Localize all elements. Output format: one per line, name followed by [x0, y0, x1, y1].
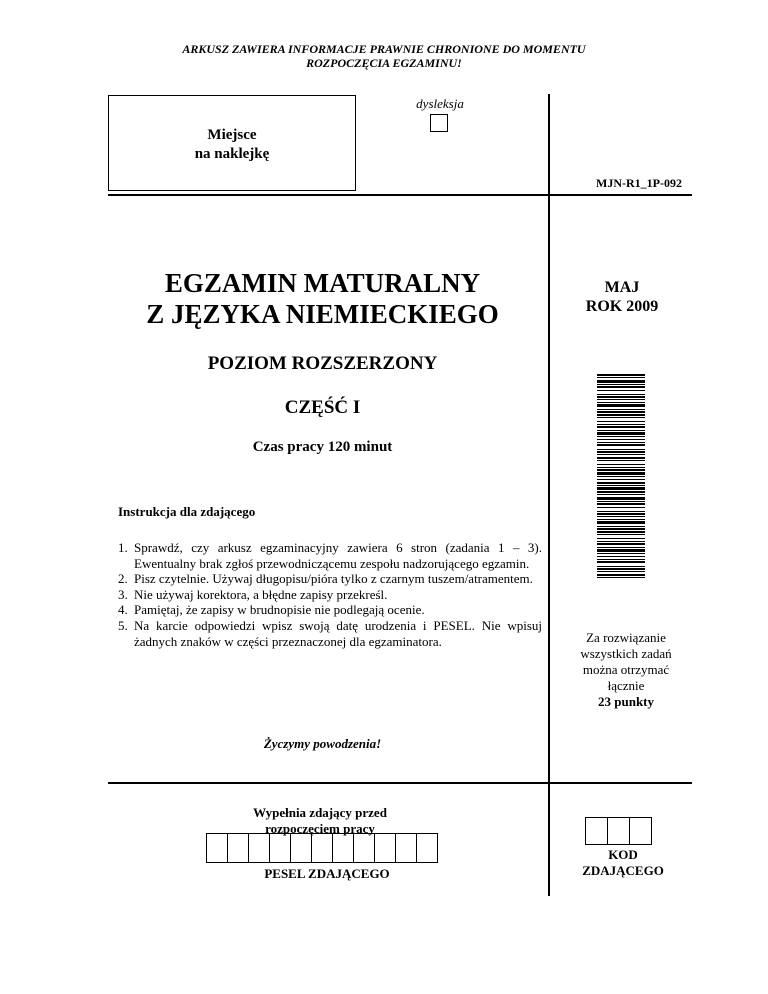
barcode-bar — [597, 394, 645, 395]
barcode-bar — [597, 577, 645, 578]
pesel-digit-box[interactable] — [227, 833, 249, 863]
exam-level: POZIOM ROZSZERZONY — [207, 353, 438, 374]
kod-digit-box[interactable] — [585, 817, 608, 845]
barcode-bar — [597, 414, 645, 416]
kod-digit-box[interactable] — [629, 817, 652, 845]
dyslexia-label: dysleksja — [416, 96, 464, 111]
barcode-bar — [597, 534, 645, 535]
sticker-label-line-1: Miejsce — [207, 127, 257, 143]
instruction-text: Pisz czytelnie. Używaj długopisu/pióra tylko z czarnym tuszem/atramentem. — [134, 571, 533, 587]
barcode-bar — [597, 384, 645, 385]
pesel-digit-box[interactable] — [374, 833, 396, 863]
barcode-bar — [597, 479, 645, 480]
exam-title-line-1: EGZAMIN MATURALNY — [164, 268, 481, 298]
barcode-bar — [597, 494, 645, 495]
fill-note-line-2: rozpoczęciem pracy — [265, 821, 375, 836]
barcode — [597, 374, 645, 579]
barcode-bar — [597, 464, 645, 465]
barcode-bar — [597, 526, 645, 527]
barcode-bar — [597, 457, 645, 459]
barcode-bar — [597, 519, 645, 520]
barcode-bar — [597, 553, 645, 554]
good-luck-message: Życzymy powodzenia! — [263, 736, 382, 751]
instruction-item: 5. Na karcie odpowiedzi wpisz swoją datę urodzenia i PESEL. Nie wpisuj żadnych znaków w części przeznaczonej dla egzaminatora. — [118, 617, 542, 649]
barcode-bar — [597, 436, 645, 437]
sticker-label — [108, 126, 356, 164]
barcode-bar — [597, 566, 645, 567]
pesel-digit-box[interactable] — [395, 833, 417, 863]
barcode-bar — [597, 439, 645, 440]
instruction-item: 2. Pisz czytelnie. Używaj długopisu/pióra tylko z czarnym tuszem/atramentem. — [118, 571, 533, 587]
instruction-text: Nie używaj korektora, a błędne zapisy przekreśl. — [134, 586, 388, 602]
barcode-bar — [597, 390, 645, 391]
barcode-bar — [597, 476, 645, 477]
barcode-bar — [597, 503, 645, 505]
barcode-bar — [597, 377, 645, 378]
barcode-bar — [597, 501, 645, 502]
instruction-item: 3. Nie używaj korektora, a błędne zapisy przekreśl. — [118, 586, 388, 602]
exam-duration: Czas pracy 120 minut — [252, 439, 393, 455]
exam-code: MJN-R1_1P-092 — [596, 176, 682, 190]
pesel-digit-box[interactable] — [290, 833, 312, 863]
dyslexia-checkbox[interactable] — [430, 114, 448, 132]
points-line-4: łącznie — [607, 678, 645, 693]
points-total: 23 punkty — [598, 694, 654, 709]
barcode-bar — [597, 472, 645, 475]
pesel-digit-box[interactable] — [269, 833, 291, 863]
session-month: MAJ — [604, 279, 640, 296]
barcode-bar — [597, 528, 645, 530]
barcode-bar — [597, 559, 645, 560]
barcode-bar — [597, 421, 645, 422]
barcode-bar — [597, 491, 645, 493]
barcode-bar — [597, 497, 645, 500]
points-info — [556, 630, 696, 710]
barcode-bar — [597, 469, 645, 471]
barcode-bar — [597, 511, 645, 512]
barcode-bar — [597, 507, 645, 508]
kod-label-line-2: ZDAJĄCEGO — [582, 863, 664, 878]
barcode-bar — [597, 467, 645, 468]
barcode-bar — [597, 386, 645, 388]
barcode-bar — [597, 549, 645, 552]
barcode-bar — [597, 513, 645, 515]
instruction-text: Sprawdź, czy arkusz egzaminacyjny zawiera 6 stron (zadania 1 – 3). Ewentualny brak zgłoś przewodniczącemu zespołu nadzorującego egzamin. — [134, 540, 542, 571]
points-line-2: wszystkich zadań — [580, 646, 672, 661]
pesel-label: PESEL ZDAJĄCEGO — [264, 866, 390, 881]
fill-note-line-1: Wypełnia zdający przed — [253, 805, 387, 820]
barcode-bar — [597, 487, 645, 490]
barcode-bar — [597, 547, 645, 548]
kod-label — [560, 847, 686, 879]
pesel-input-boxes[interactable] — [207, 833, 438, 863]
barcode-bar — [597, 451, 645, 453]
horizontal-rule-top — [108, 194, 692, 196]
pesel-digit-box[interactable] — [206, 833, 228, 863]
barcode-bar — [597, 460, 645, 461]
barcode-bar — [597, 380, 645, 383]
session-year: ROK 2009 — [585, 298, 659, 315]
pesel-digit-box[interactable] — [332, 833, 354, 863]
barcode-bar — [597, 538, 645, 539]
barcode-bar — [597, 521, 645, 524]
vertical-divider-top — [548, 94, 550, 196]
barcode-bar — [597, 449, 645, 450]
barcode-bar — [597, 396, 645, 398]
confidentiality-warning — [100, 42, 668, 70]
barcode-bar — [597, 430, 645, 431]
barcode-bar — [597, 409, 645, 410]
warning-line-1: ARKUSZ ZAWIERA INFORMACJE PRAWNIE CHRONIONE DO MOMENTU — [182, 42, 586, 56]
pesel-digit-box[interactable] — [248, 833, 270, 863]
exam-part: CZĘŚĆ I — [284, 397, 361, 418]
pesel-digit-box[interactable] — [353, 833, 375, 863]
instruction-text: Pamiętaj, że zapisy w brudnopisie nie podlegają ocenie. — [134, 602, 425, 618]
barcode-bar — [597, 531, 645, 533]
instruction-item: 4. Pamiętaj, że zapisy w brudnopisie nie podlegają ocenie. — [118, 602, 425, 618]
vertical-divider-main — [548, 196, 550, 896]
barcode-bar — [597, 404, 645, 407]
barcode-bar — [597, 442, 645, 443]
barcode-bar — [597, 432, 645, 435]
barcode-bar — [597, 574, 645, 576]
barcode-bar — [597, 426, 645, 428]
exam-title — [110, 268, 535, 330]
barcode-bar — [597, 411, 645, 413]
instructions-title: Instrukcja dla zdającego — [118, 504, 256, 519]
barcode-bar — [597, 399, 645, 400]
barcode-bar — [597, 571, 645, 572]
points-line-1: Za rozwiązanie — [586, 630, 666, 645]
instructions-list — [118, 540, 542, 649]
horizontal-rule-bottom — [108, 782, 692, 784]
barcode-bar — [597, 424, 645, 425]
barcode-bar — [597, 374, 645, 376]
barcode-bar — [597, 417, 645, 418]
sticker-label-line-2: na naklejkę — [194, 146, 270, 162]
kod-label-line-1: KOD — [608, 847, 638, 862]
exam-title-line-2: Z JĘZYKA NIEMIECKIEGO — [146, 299, 499, 329]
barcode-bar — [597, 485, 645, 486]
barcode-bar — [597, 556, 645, 557]
barcode-bar — [597, 541, 645, 542]
kod-input-boxes[interactable] — [586, 817, 652, 845]
barcode-bar — [597, 543, 645, 545]
barcode-bar — [597, 482, 645, 484]
barcode-bar — [597, 568, 645, 570]
barcode-bar — [597, 402, 645, 403]
exam-session — [552, 278, 692, 316]
barcode-bar — [597, 454, 645, 455]
instruction-text: Na karcie odpowiedzi wpisz swoją datę urodzenia i PESEL. Nie wpisuj żadnych znaków w części przeznaczonej dla egzaminatora. — [134, 617, 542, 649]
barcode-bar — [597, 516, 645, 517]
barcode-bar — [597, 561, 645, 563]
instruction-item: 1. Sprawdź, czy arkusz egzaminacyjny zawiera 6 stron (zadania 1 – 3). Ewentualny brak zgłoś przewodniczącemu zespołu nadzorującego egzamin. — [118, 540, 542, 571]
warning-line-2: ROZPOCZĘCIA EGZAMINU! — [306, 56, 462, 70]
pesel-digit-box[interactable] — [311, 833, 333, 863]
pesel-digit-box[interactable] — [416, 833, 438, 863]
kod-digit-box[interactable] — [607, 817, 630, 845]
barcode-bar — [597, 444, 645, 446]
points-line-3: można otrzymać — [582, 662, 670, 677]
